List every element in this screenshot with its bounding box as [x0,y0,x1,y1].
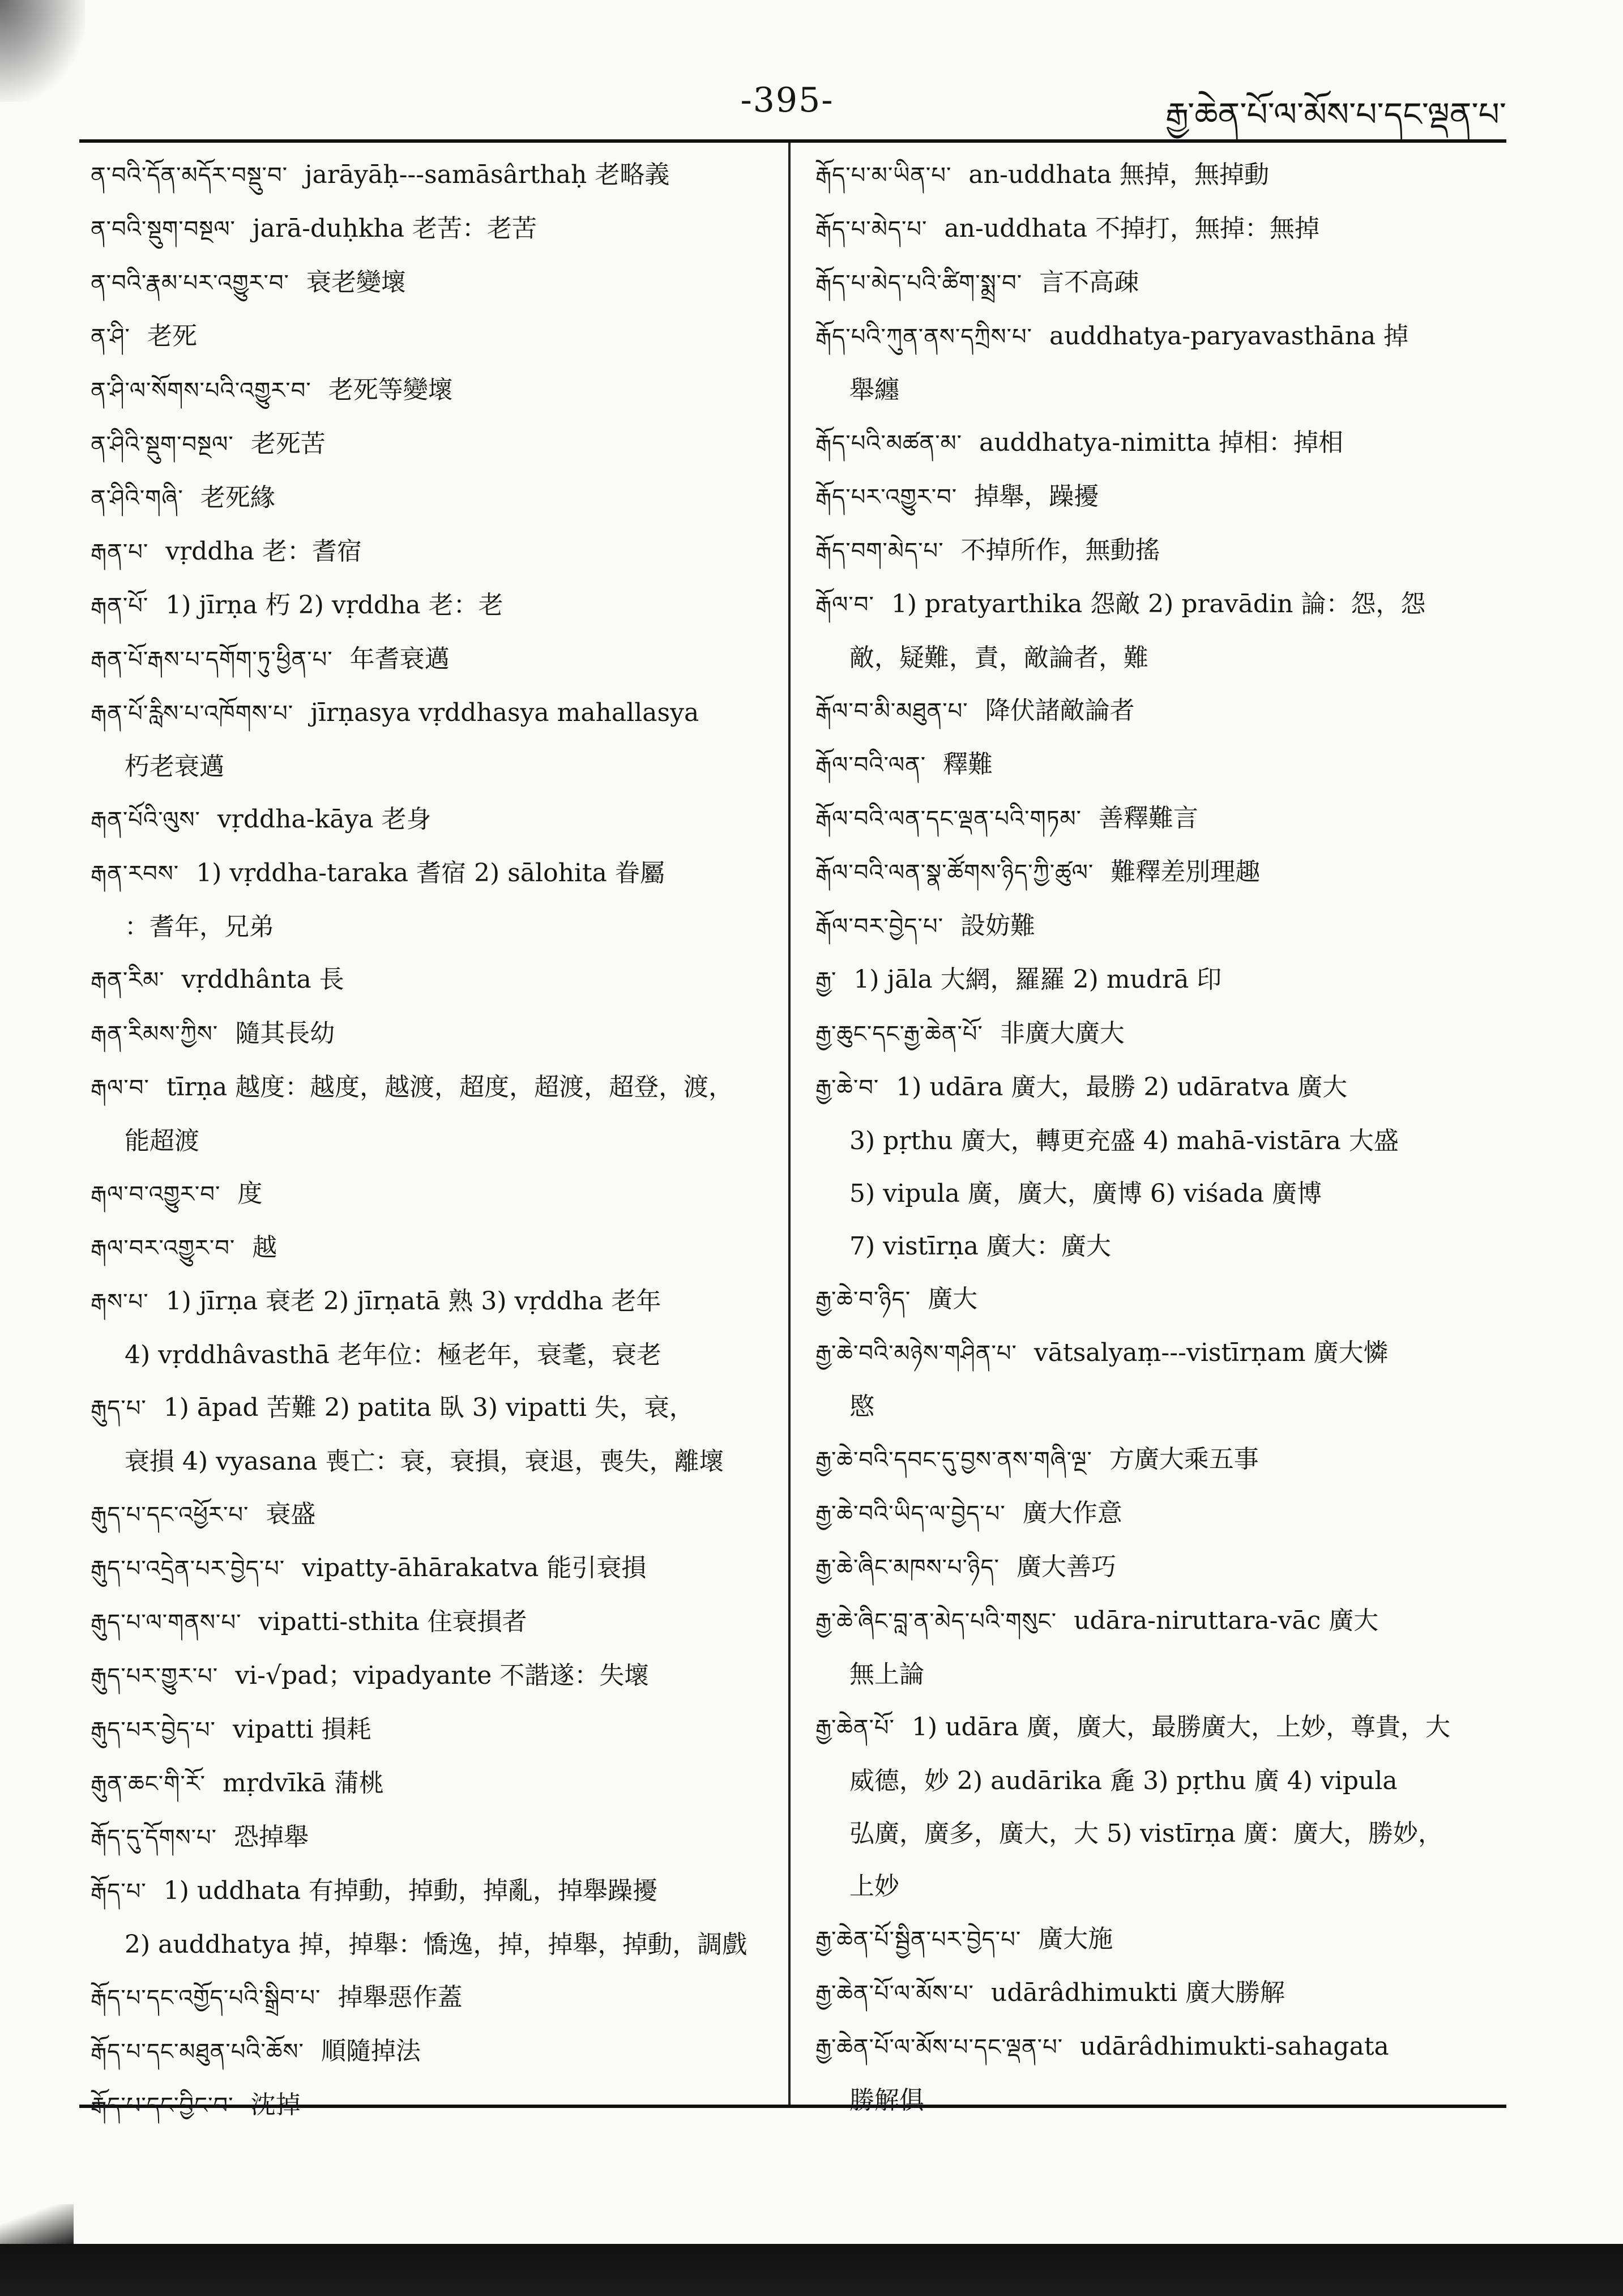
dictionary-entry [815,846,1495,899]
dictionary-entry [91,1703,770,1757]
definition: 勝解俱 [849,2086,924,2115]
definition: 弘廣，廣多，廣大，大 5) vistīrṇa 廣：廣大，勝妙， [849,1819,1443,1848]
definition: udārâdhimukti 廣大勝解 [990,1978,1285,2007]
dictionary-entry [815,524,1495,578]
definition: vipatty-āhārakatva 能引衰損 [302,1554,647,1582]
dictionary-entry [815,416,1495,470]
dictionary-entry [91,256,770,310]
tibetan-headword: ན་ཤིའི་གཞི་ [91,485,183,511]
tibetan-headword: རྒན་པོ་རྒས་པ་དགོག་ཏུ་ཕྱིན་པ་ [91,647,333,673]
dictionary-entry [815,202,1495,256]
definition: 老死 [147,322,197,351]
dictionary-entry [815,953,1495,1007]
definition: 言不高疎 [1039,268,1139,297]
tibetan-headword: རྒོལ་བ་ [815,592,874,618]
tibetan-headword: རྒུད་པ་འདྲེན་པར་བྱེད་པ་ [91,1556,285,1582]
tibetan-headword: རྒལ་བ་འགྱུར་བ་ [91,1181,221,1207]
dictionary-entry [815,1326,1495,1380]
entry-continuation [815,1755,1495,1807]
definition: 順隨掉法 [321,2037,421,2065]
tibetan-headword: རྒན་རབས་ [91,861,180,887]
dictionary-entry [815,310,1495,364]
tibetan-headword: རྒོད་པའི་མཚན་མ་ [815,430,963,456]
definition: 1) āpad 苦難 2) patita 臥 3) vipatti 失，衰， [163,1393,694,1422]
definition: vipatti 損耗 [232,1715,371,1744]
dictionary-entry [815,899,1495,953]
dictionary-entry [815,792,1495,846]
dictionary-entry [91,1381,770,1435]
tibetan-headword: རྒྱ་ཆེ་བའི་མཉེས་གཤིན་པ་ [815,1341,1017,1367]
definition: 非廣大廣大 [1000,1019,1125,1048]
dictionary-entry [91,1595,770,1649]
dictionary-entry [91,364,770,417]
definition: 上妙 [849,1872,899,1901]
definition: 越 [252,1233,277,1262]
dictionary-entry [815,1061,1495,1115]
definition: 掉舉惡作蓋 [338,1983,463,2012]
tibetan-headword: རྒན་རིམས་ཀྱིས་ [91,1021,219,1047]
entry-continuation [91,740,770,793]
scan-shadow [0,0,85,102]
tibetan-headword: རྒན་པོ་ [91,593,149,619]
entry-continuation [91,1115,770,1167]
tibetan-headword: རྒན་པ་ [91,539,149,565]
dictionary-entry [815,1273,1495,1326]
definition: ：耆年，兄弟 [125,912,274,941]
dictionary-entry [91,793,770,847]
dictionary-entry [815,1913,1495,1966]
dictionary-entry [815,470,1495,524]
tibetan-headword: རྒྱ་ཆེན་པོ་ལ་མོས་པ་ [815,1981,974,2007]
tibetan-headword: རྒྱ་ཆེ་ཞིང་མཁས་པ་ཉིད་ [815,1555,1000,1581]
tibetan-headword: རྒོད་པ་མེད་པའི་ཚིག་སྨྲ་བ་ [815,270,1023,296]
dictionary-entry [91,1757,770,1811]
tibetan-headword: རྒན་པོ་རླིས་པ་འཁོགས་པ་ [91,701,294,727]
dictionary-entry [815,578,1495,631]
dictionary-entry [91,633,770,686]
definition: 4) vṛddhâvasthā 老年位：極老年，衰耄，衰老 [125,1341,661,1369]
entry-continuation [91,901,770,953]
tibetan-headword: ན་བའི་སྡུག་བསྔལ་ [91,216,236,242]
definition: 1) uddhata 有掉動，掉動，掉亂，掉舉躁擾 [163,1876,658,1905]
definition: 廣大作意 [1022,1499,1122,1527]
definition: an-uddhata 無掉，無掉動 [968,160,1269,189]
definition: 老死緣 [200,483,275,512]
tibetan-headword: རྒོད་པ་ [91,1879,147,1905]
tibetan-headword: རྒས་པ་ [91,1289,149,1315]
dictionary-entry [91,310,770,364]
dictionary-entry [815,738,1495,792]
dictionary-entry [815,2020,1495,2074]
definition: auddhatya-nimitta 掉相：掉相 [979,428,1343,457]
entry-continuation [815,364,1495,416]
definition: 1) udāra 廣大，最勝 2) udāratva 廣大 [896,1073,1348,1102]
tibetan-headword: ན་ཤིའི་སྡུག་བསྔལ་ [91,432,234,458]
definition: 恐掉舉 [234,1823,309,1851]
tibetan-headword: རྒུན་ཆང་གི་རོ་ [91,1771,206,1797]
tibetan-headword: རྒུད་པ་ [91,1395,147,1422]
tibetan-headword: རྒྱ་ཆེན་པོ་ལ་མོས་པ་དང་ལྡན་པ་ [815,2034,1064,2060]
dictionary-entry [815,1487,1495,1540]
tibetan-headword: རྒོལ་བའི་ལན་དང་ལྡན་པའི་གཏམ་ [815,806,1082,832]
dictionary-entry [91,1488,770,1542]
tibetan-headword: ན་བའི་རྣམ་པར་འགྱུར་བ་ [91,270,289,296]
definition: mṛdvīkā 蒲桃 [223,1769,384,1798]
definition: 廣大施 [1038,1924,1113,1953]
entry-continuation [815,1167,1495,1220]
definition: 1) udāra 廣，廣大，最勝廣大，上妙，尊貴，大 [911,1713,1451,1742]
definition: 廣大善巧 [1016,1552,1116,1581]
definition: 敵，疑難，責，敵論者，難 [849,643,1148,672]
tibetan-headword: རྒལ་བ་ [91,1075,150,1101]
tibetan-headword: རྒྱ་ཆེ་བའི་ཡིད་ལ་བྱེད་པ་ [815,1501,1006,1527]
definition: 舉纏 [849,375,899,404]
definition: 3) pṛthu 廣大，轉更充盛 4) mahā-vistāra 大盛 [849,1126,1399,1155]
tibetan-headword: རྒྱ་ [815,967,837,993]
dictionary-entry [815,1433,1495,1487]
running-head: རྒྱ་ཆེན་པོ་ལ་མོས་པ་དང་ལྡན་པ་ [1165,95,1506,134]
entry-continuation [815,1648,1495,1701]
tibetan-headword: ན་ཤི་ལ་སོགས་པའི་འགྱུར་བ་ [91,378,311,404]
dictionary-entry [91,1811,770,1864]
definition: 釋難 [943,750,993,779]
definition: 威德，妙 2) audārika 麁 3) pṛthu 廣 4) vipula [849,1766,1398,1795]
dictionary-entry [91,1221,770,1275]
dictionary-entry [815,148,1495,202]
tibetan-headword: རྒྱ་ཆེན་པོ་ [815,1715,895,1741]
definition: vṛddha-kāya 老身 [217,805,432,834]
dictionary-entry [815,1594,1495,1648]
dictionary-entry [815,1701,1495,1755]
tibetan-headword: རྒོལ་བར་བྱེད་པ་ [815,914,943,940]
definition: 1) jīrṇa 朽 2) vṛddha 老：老 [165,591,503,620]
tibetan-headword: རྒྱ་ཆེ་བ་ཉིད་ [815,1287,911,1313]
entry-continuation [815,1115,1495,1167]
definition: jarāyāḥ---samāsârthaḥ 老略義 [305,160,670,189]
tibetan-headword: རྒན་པོའི་ལུས་ [91,807,200,833]
tibetan-headword: རྒོད་པ་དང་མཐུན་པའི་ཆོས་ [91,2039,304,2065]
definition: vātsalyaṃ---vistīrṇam 廣大憐 [1033,1338,1389,1367]
column-divider [788,143,791,2106]
definition: 無上論 [849,1660,924,1689]
entry-continuation [815,1860,1495,1913]
dictionary-entry [91,953,770,1007]
dictionary-entry [91,1542,770,1595]
dictionary-entry [815,1540,1495,1594]
dictionary-entry [91,1275,770,1329]
dictionary-entry [91,686,770,740]
definition: vṛddhânta 長 [181,965,344,994]
definition: 1) pratyarthika 怨敵 2) pravādin 論：怨，怨 [891,590,1426,618]
dictionary-entry [91,1167,770,1221]
top-rule [79,139,1506,143]
definition: an-uddhata 不掉打，無掉：無掉 [944,214,1320,243]
tibetan-headword: རྒོལ་བའི་ལན་ [815,752,926,778]
left-column [91,148,770,2132]
definition: jīrṇasya vṛddhasya mahallasya [310,698,699,727]
definition: tīrṇa 越度：越度，越渡，超度，超渡，超登，渡， [166,1073,734,1102]
tibetan-headword: རྒལ་བར་འགྱུར་བ་ [91,1235,236,1261]
tibetan-headword: རྒྱ་ཆུང་དང་རྒྱ་ཆེན་པོ་ [815,1021,983,1047]
entry-continuation [815,2074,1495,2127]
dictionary-entry [91,148,770,202]
dictionary-entry [91,1649,770,1703]
dictionary-entry [815,684,1495,738]
definition: 方廣大乘五事 [1109,1445,1259,1474]
dictionary-entry [91,417,770,471]
dictionary-entry [91,525,770,579]
dictionary-entry [91,2025,770,2079]
dictionary-entry [91,579,770,633]
definition: 年耆衰邁 [349,645,450,673]
dictionary-entry [91,1061,770,1115]
entry-continuation [91,1329,770,1381]
tibetan-headword: རྒྱ་ཆེ་ཞིང་བླ་ན་མེད་པའི་གསུང་ [815,1608,1057,1634]
tibetan-headword: རྒྱ་ཆེན་པོ་སྦྱིན་པར་བྱེད་པ་ [815,1927,1022,1953]
entry-continuation [815,1807,1495,1860]
entry-continuation [815,631,1495,684]
definition: 1) vṛddha-taraka 耆宿 2) sālohita 眷屬 [196,859,665,887]
definition: auddhatya-paryavasthāna 掉 [1049,322,1409,351]
tibetan-headword: རྒྱ་ཆེ་བའི་དབང་དུ་བྱས་ནས་གཞི་ལྔ་ [815,1447,1092,1473]
definition: 愍 [849,1392,874,1421]
tibetan-headword: རྒོད་པ་དང་བྱིང་བ་ [91,2093,234,2119]
definition: 老死苦 [250,429,326,458]
dictionary-entry [91,202,770,256]
definition: 1) jāla 大網，羅羅 2) mudrā 印 [853,965,1222,994]
definition: 沈掉 [250,2090,301,2119]
definition: 衰老變壞 [306,268,406,297]
definition: 設妨難 [960,911,1035,940]
dictionary-entry [91,1007,770,1061]
definition: 難釋差別理趣 [1111,857,1261,886]
tibetan-headword: རྒོལ་བ་མི་མཐུན་པ་ [815,698,968,724]
dictionary-entry [91,471,770,525]
tibetan-headword: རྒུད་པ་ལ་གནས་པ་ [91,1610,242,1636]
definition: vipatti-sthita 住衰損者 [258,1607,527,1636]
tibetan-headword: རྒོད་དུ་དོགས་པ་ [91,1825,217,1851]
tibetan-headword: རྒུད་པར་བྱེད་པ་ [91,1717,216,1743]
definition: 衰盛 [266,1500,316,1529]
tibetan-headword: རྒུད་པ་དང་འཕྱོར་པ་ [91,1502,249,1528]
definition: 善釋難言 [1098,804,1198,833]
definition: udārâdhimukti-sahagata [1080,2032,1389,2061]
definition: 衰損 4) vyasana 喪亡：衰，衰損，衰退，喪失，離壞 [125,1447,724,1476]
definition: 5) vipula 廣，廣大，廣博 6) viśada 廣博 [849,1179,1322,1208]
entry-continuation [815,1380,1495,1433]
dictionary-entry [91,1864,770,1918]
definition: 老死等變壞 [328,375,453,404]
dictionary-entry [91,847,770,901]
tibetan-headword: རྒུད་པར་གྱུར་པ་ [91,1663,219,1689]
definition: 隨其長幼 [235,1019,335,1048]
definition: 2) auddhatya 掉，掉舉：憍逸，掉，掉舉，掉動，調戲 [125,1930,748,1959]
entry-continuation [91,1918,770,1971]
definition: 能超渡 [125,1126,199,1155]
definition: 度 [237,1179,263,1208]
tibetan-headword: རྒན་རིམ་ [91,967,165,993]
definition: udāra-niruttara-vāc 廣大 [1074,1606,1379,1635]
definition: 7) vistīrṇa 廣大：廣大 [849,1232,1111,1261]
definition: 朽老衰邁 [125,752,224,781]
tibetan-headword: རྒོད་པ་མེད་པ་ [815,216,928,242]
tibetan-headword: ན་ཤི་ [91,324,130,350]
dictionary-entry [91,1971,770,2025]
tibetan-headword: རྒྱ་ཆེ་བ་ [815,1075,879,1101]
tibetan-headword: རྒོད་པ་མ་ཡིན་པ་ [815,163,952,189]
page-number: -395- [740,80,834,120]
definition: jarā-duḥkha 老苦：老苦 [252,214,537,243]
definition: 不掉所作，無動搖 [960,536,1160,565]
definition: 掉舉，躁擾 [974,482,1099,511]
tibetan-headword: རྒོད་པའི་ཀུན་ནས་དཀྲིས་པ་ [815,324,1033,350]
definition: vṛddha 老：耆宿 [165,537,362,566]
definition: 1) jīrṇa 衰老 2) jīrṇatā 熟 3) vṛddha 老年 [165,1287,661,1316]
dictionary-entry [815,256,1495,310]
entry-continuation [91,1435,770,1488]
definition: vi-√pad；vipadyante 不諧遂：失壞 [235,1661,650,1690]
tibetan-headword: རྒོད་བག་མེད་པ་ [815,538,944,564]
tibetan-headword: རྒོལ་བའི་ལན་སྣ་ཚོགས་ཉིད་ཀྱི་ཚུལ་ [815,860,1094,886]
tibetan-headword: རྒོད་པ་དང་འགྱོད་པའི་སྒྲིབ་པ་ [91,1985,321,2011]
right-column [815,148,1495,2127]
tibetan-headword: ན་བའི་དོན་མདོར་བསྡུ་བ་ [91,163,288,189]
scan-border [0,2244,1623,2296]
entry-continuation [815,1220,1495,1273]
definition: 降伏諸敵論者 [985,696,1135,725]
dictionary-entry [815,1007,1495,1061]
dictionary-entry [815,1966,1495,2020]
tibetan-headword: རྒོད་པར་འགྱུར་བ་ [815,484,958,510]
dictionary-entry [91,2079,770,2132]
definition: 廣大 [928,1284,978,1313]
